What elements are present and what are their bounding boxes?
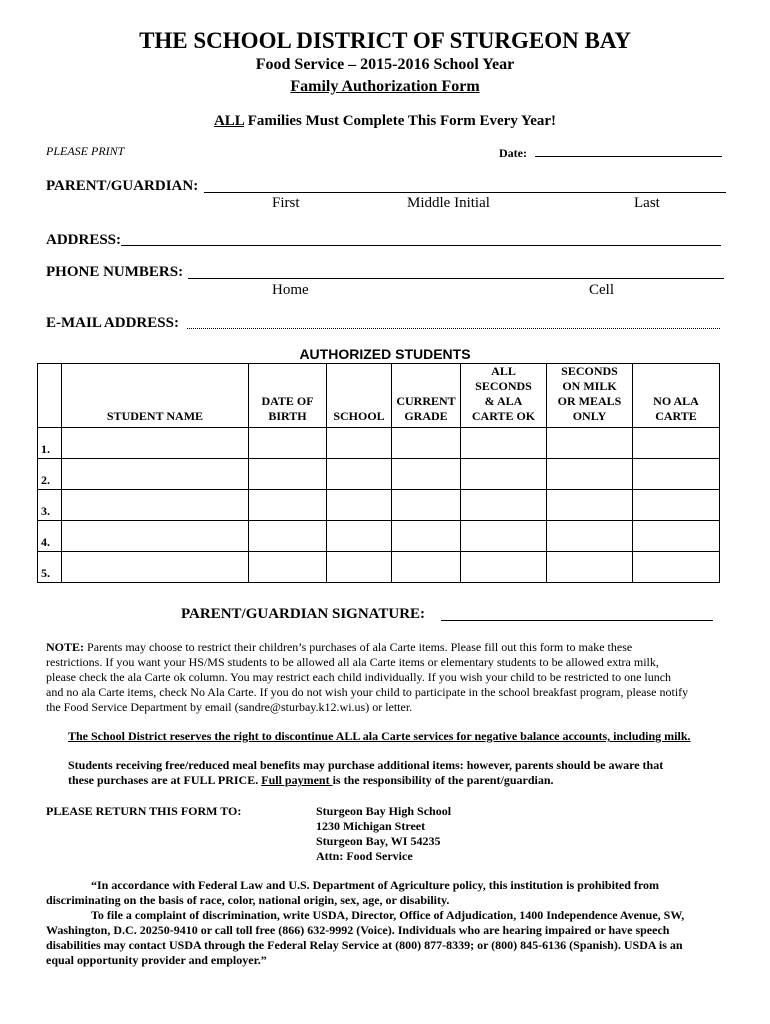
school-cell[interactable]	[327, 552, 392, 583]
address-label: ADDRESS:	[46, 232, 122, 248]
date-of-birth-cell[interactable]	[249, 459, 327, 490]
authorized-students-table	[37, 363, 720, 583]
all-seconds-cell[interactable]	[461, 521, 547, 552]
school-cell[interactable]	[327, 428, 392, 459]
date-of-birth-cell[interactable]	[249, 490, 327, 521]
form-title: THE SCHOOL DISTRICT OF STURGEON BAY	[139, 28, 631, 53]
seconds-milk-cell[interactable]	[547, 490, 633, 521]
note-line-2: restrictions. If you want your HS/MS students to be allowed all ala Carte items or elementary students to be allowed extra milk,	[46, 655, 659, 669]
last-name-caption: Last	[634, 195, 660, 211]
student-name-cell[interactable]	[62, 459, 249, 490]
note-line-1: Parents may choose to restrict their children’s purchases of ala Carte items. Please fill out this form to make these	[84, 640, 633, 654]
date-of-birth-header: DATE OF BIRTH	[249, 364, 327, 428]
full-payment-text: Full payment	[261, 773, 333, 787]
note-line-3: please check the ala Carte ok column. You may restrict each child individually. If you wish your child to be restricted to one lunch	[46, 670, 672, 684]
authorized-students-heading: AUTHORIZED STUDENTS	[299, 346, 471, 362]
annual-notice-text: Families Must Complete This Form Every Year!	[243, 113, 557, 129]
seconds-milk-cell[interactable]	[547, 428, 633, 459]
date-field[interactable]	[535, 156, 722, 157]
row-number: 1.	[38, 428, 62, 459]
all-seconds-ala-carte-ok-header: ALL SECONDS & ALA CARTE OK	[461, 364, 547, 428]
free-reduced-line-1: Students receiving free/reduced meal benefits may purchase additional items: however, parents should be aware that	[68, 758, 664, 772]
nondiscrimination-line-6: equal opportunity provider and employer.”	[46, 953, 267, 967]
return-address-line-4: Attn: Food Service	[316, 849, 413, 863]
school-cell[interactable]	[327, 459, 392, 490]
no-ala-carte-cell[interactable]	[633, 428, 720, 459]
seconds-on-milk-header: SECONDS ON MILK OR MEALS ONLY	[547, 364, 633, 428]
table-row	[38, 521, 720, 552]
seconds-milk-cell[interactable]	[547, 521, 633, 552]
all-seconds-cell[interactable]	[461, 490, 547, 521]
table-row	[38, 552, 720, 583]
row-number: 5.	[38, 552, 62, 583]
current-grade-header: CURRENT GRADE	[392, 364, 461, 428]
seconds-milk-cell[interactable]	[547, 459, 633, 490]
grade-cell[interactable]	[392, 428, 461, 459]
all-seconds-cell[interactable]	[461, 428, 547, 459]
cell-phone-caption: Cell	[589, 282, 614, 298]
free-reduced-line-2b: is the responsibility of the parent/guardian.	[332, 773, 554, 787]
nondiscrimination-line-4: Washington, D.C. 20250-9410 or call toll free (866) 632-9992 (Voice). Individuals who are hearing impaired or have speech	[46, 923, 670, 937]
table-row	[38, 459, 720, 490]
nondiscrimination-statement	[46, 878, 736, 968]
grade-cell[interactable]	[392, 459, 461, 490]
student-name-cell[interactable]	[62, 552, 249, 583]
table-row	[38, 428, 720, 459]
phone-numbers-field[interactable]	[188, 278, 724, 279]
date-of-birth-cell[interactable]	[249, 521, 327, 552]
signature-field[interactable]	[441, 620, 713, 621]
row-number: 3.	[38, 490, 62, 521]
seconds-milk-cell[interactable]	[547, 552, 633, 583]
grade-cell[interactable]	[392, 552, 461, 583]
no-ala-carte-cell[interactable]	[633, 490, 720, 521]
no-ala-carte-header: NO ALA CARTE	[633, 364, 720, 428]
middle-initial-caption: Middle Initial	[407, 195, 490, 211]
grade-cell[interactable]	[392, 490, 461, 521]
free-reduced-line-2a: these purchases are at FULL PRICE.	[68, 773, 262, 787]
school-cell[interactable]	[327, 521, 392, 552]
note-line-5: the Food Service Department by email (sandre@sturbay.k12.wi.us) or letter.	[46, 700, 413, 714]
note-prefix: NOTE:	[46, 640, 85, 654]
student-name-cell[interactable]	[62, 490, 249, 521]
nondiscrimination-line-1: “In accordance with Federal Law and U.S. Department of Agriculture policy, this institution is prohibited from	[91, 878, 660, 892]
no-ala-carte-cell[interactable]	[633, 521, 720, 552]
nondiscrimination-line-5: disabilities may contact USDA through the Federal Relay Service at (800) 877-8339; or (800) 845-6136 (Spanish). USDA is an	[46, 938, 683, 952]
return-address-line-2: 1230 Michigan Street	[316, 819, 426, 833]
return-address-line-1: Sturgeon Bay High School	[316, 804, 452, 818]
row-number-header	[38, 364, 62, 428]
row-number: 4.	[38, 521, 62, 552]
note-paragraph	[46, 640, 736, 715]
date-of-birth-cell[interactable]	[249, 552, 327, 583]
return-address-line-3: Sturgeon Bay, WI 54235	[316, 834, 441, 848]
annual-notice	[0, 113, 770, 130]
email-field[interactable]	[187, 328, 720, 329]
nondiscrimination-line-3: To file a complaint of discrimination, write USDA, Director, Office of Adjudication, 1400 Independence Avenue, SW,	[91, 908, 685, 922]
table-header-row	[38, 364, 720, 428]
nondiscrimination-line-2: discriminating on the basis of race, color, national origin, sex, age, or disability.	[46, 893, 450, 907]
all-seconds-cell[interactable]	[461, 552, 547, 583]
signature-label: PARENT/GUARDIAN SIGNATURE:	[181, 606, 426, 622]
please-print-note: PLEASE PRINT	[46, 144, 125, 158]
first-name-caption: First	[272, 195, 300, 211]
email-label: E-MAIL ADDRESS:	[46, 315, 179, 331]
school-cell[interactable]	[327, 490, 392, 521]
school-header: SCHOOL	[327, 364, 392, 428]
parent-guardian-label: PARENT/GUARDIAN:	[46, 178, 199, 194]
parent-guardian-field[interactable]	[204, 192, 726, 193]
grade-cell[interactable]	[392, 521, 461, 552]
all-seconds-cell[interactable]	[461, 459, 547, 490]
student-name-cell[interactable]	[62, 428, 249, 459]
student-name-header: STUDENT NAME	[62, 364, 249, 428]
free-reduced-paragraph	[68, 758, 738, 788]
form-name: Family Authorization Form	[290, 78, 480, 95]
table-row	[38, 490, 720, 521]
address-field[interactable]	[121, 245, 721, 246]
row-number: 2.	[38, 459, 62, 490]
home-phone-caption: Home	[272, 282, 309, 298]
reserve-statement: The School District reserves the right to discontinue ALL ala Carte services for negative balance accounts, including milk.	[68, 729, 691, 743]
return-address	[316, 804, 451, 864]
student-name-cell[interactable]	[62, 521, 249, 552]
return-label: PLEASE RETURN THIS FORM TO:	[46, 804, 242, 818]
date-of-birth-cell[interactable]	[249, 428, 327, 459]
date-label: Date:	[499, 146, 527, 160]
no-ala-carte-cell[interactable]	[633, 459, 720, 490]
no-ala-carte-cell[interactable]	[633, 552, 720, 583]
form-subtitle: Food Service – 2015-2016 School Year	[255, 56, 515, 73]
phone-numbers-label: PHONE NUMBERS:	[46, 264, 184, 280]
note-line-4: and no ala Carte items, check No Ala Carte. If you do not wish your child to participate in the school breakfast program, please notify	[46, 685, 689, 699]
annual-notice-emphasis: ALL	[213, 113, 244, 129]
